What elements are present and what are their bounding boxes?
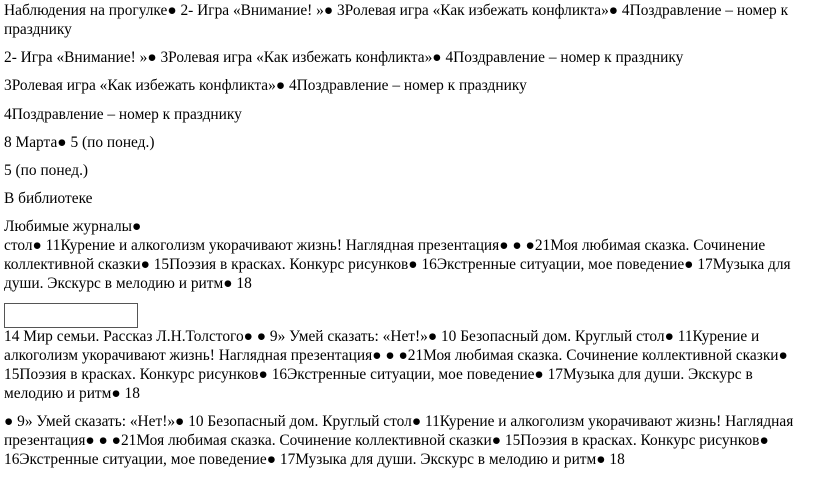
text-line-7: В библиотеке: [4, 190, 93, 207]
text-line-10: 14 Мир семьи. Рассказ Л.Н.Толстого● ● 9» Умей сказать: «Нет!»● 10 Безопасный дом. Круглый стол● 11Курение и алкоголизм укорачивают жизнь! Наглядная презентация● ● ●21Моя любимая сказка. Сочинение коллективной сказки● 15Поэзия в красках. Конкурс рисунков● 16Экстренные ситуации, мое поведение● 17Музыка для души. Экскурс в мелодию и ритм● 18: [4, 328, 788, 402]
text-line-9: стол● 11Курение и алкоголизм укорачивают жизнь! Наглядная презентация● ● ●21Моя любимая сказка. Сочинение коллективной сказки● 15Поэзия в красках. Конкурс рисунков● 16Экстренные ситуации, мое поведение● 17Музыка для души. Экскурс в мелодию и ритм● 18: [4, 237, 791, 292]
empty-input-box[interactable]: [4, 303, 138, 328]
text-line-11: ● 9» Умей сказать: «Нет!»● 10 Безопасный дом. Круглый стол● 11Курение и алкоголизм укорачивают жизнь! Наглядная презентация● ● ●21Моя любимая сказка. Сочинение коллективной сказки● 15Поэзия в красках. Конкурс рисунков● 16Экстренные ситуации, мое поведение● 17Музыка для души. Экскурс в мелодию и ритм● 18: [4, 413, 794, 468]
text-line-8: Любимые журналы●: [4, 218, 142, 235]
text-line-5: 8 Марта● 5 (по понед.): [4, 134, 155, 151]
text-line-3: 3Ролевая игра «Как избежать конфликта»● 4Поздравление – номер к празднику: [4, 77, 527, 94]
text-line-4: 4Поздравление – номер к празднику: [4, 106, 242, 123]
text-line-6: 5 (по понед.): [4, 162, 89, 179]
text-line-1: Наблюдения на прогулке● 2- Игра «Внимание! »● 3Ролевая игра «Как избежать конфликта»● 4Поздравление – номер к празднику: [4, 2, 789, 38]
text-line-2: 2- Игра «Внимание! »● 3Ролевая игра «Как избежать конфликта»● 4Поздравление – номер к празднику: [4, 49, 684, 66]
